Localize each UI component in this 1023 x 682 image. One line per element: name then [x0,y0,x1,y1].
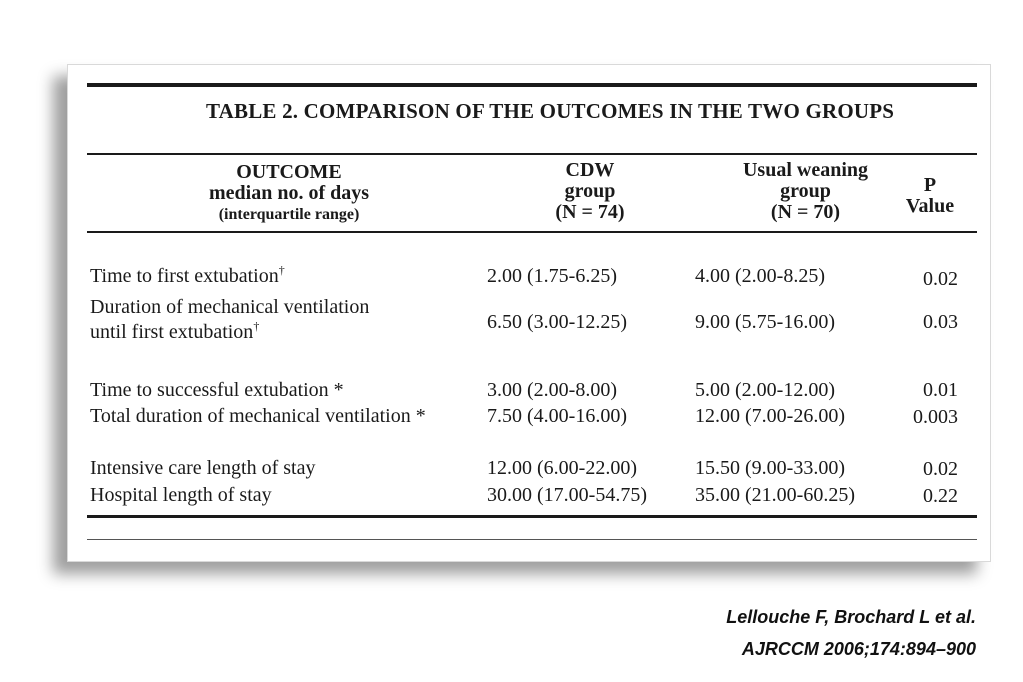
row-label [90,295,369,345]
row-usual-value: 5.00 (2.00-12.00) [695,379,835,401]
row-p-value: 0.003 [913,406,958,428]
row-cdw-value: 30.00 (17.00-54.75) [487,484,647,506]
row-label-line2: until first extubation [90,321,254,343]
row-usual-value: 12.00 (7.00-26.00) [695,405,845,427]
header-usual-line1: Usual weaning [742,159,869,181]
header-bottom-rule [87,231,977,233]
row-cdw-value: 6.50 (3.00-12.25) [487,311,627,333]
table-figure [67,64,991,562]
row-cdw-value: 3.00 (2.00-8.00) [487,379,617,401]
dagger-mark: † [253,319,260,333]
header-outcome-line1: OUTCOME [236,161,342,183]
row-label: Intensive care length of stay [90,457,316,479]
table-title: TABLE 2. COMPARISON OF THE OUTCOMES IN THE TWO GROUPS [206,99,895,123]
header-outcome-line3: (interquartile range) [218,206,360,223]
row-label: Total duration of mechanical ventilation * [90,405,426,427]
dagger-mark: † [278,263,285,277]
citation-journal: AJRCCM 2006;174:894–900 [741,639,976,659]
row-cdw-value: 2.00 (1.75-6.25) [487,265,617,287]
header-p-line1: P [923,174,937,196]
row-p-value: 0.01 [923,379,958,401]
header-cdw-line1: CDW [565,159,615,181]
row-label: Time to successful extubation * [90,379,344,401]
header-usual-line2: group [780,180,831,202]
header-usual-line3: (N = 70) [770,201,841,223]
row-label: Hospital length of stay [90,484,272,506]
row-label-text: Time to first extubation [90,265,279,287]
header-p-line2: Value [905,195,955,217]
row-cdw-value: 12.00 (6.00-22.00) [487,457,637,479]
row-label [90,264,285,289]
row-cdw-value: 7.50 (4.00-16.00) [487,405,627,427]
citation-authors: Lellouche F, Brochard L et al. [726,607,976,627]
row-usual-value: 4.00 (2.00-8.25) [695,265,825,287]
header-cdw [530,160,650,223]
header-p-value [900,175,960,217]
row-p-value: 0.02 [923,458,958,480]
row-p-value: 0.22 [923,485,958,507]
header-cdw-line2: group [564,180,616,202]
header-cdw-line3: (N = 74) [555,201,625,223]
table-bottom-rule [87,515,977,518]
header-outcome-line2: median no. of days [208,182,370,204]
header-usual [723,160,888,223]
row-p-value: 0.02 [923,268,958,290]
header-outcome [174,162,404,225]
table-top-rule [87,83,977,87]
row-p-value: 0.03 [923,311,958,333]
citation [726,601,976,665]
header-top-rule [87,153,977,155]
row-usual-value: 35.00 (21.00-60.25) [695,484,855,506]
row-label-line1: Duration of mechanical ventilation [90,296,370,318]
row-usual-value: 9.00 (5.75-16.00) [695,311,835,333]
table-footer-rule [87,539,977,540]
row-usual-value: 15.50 (9.00-33.00) [695,457,845,479]
